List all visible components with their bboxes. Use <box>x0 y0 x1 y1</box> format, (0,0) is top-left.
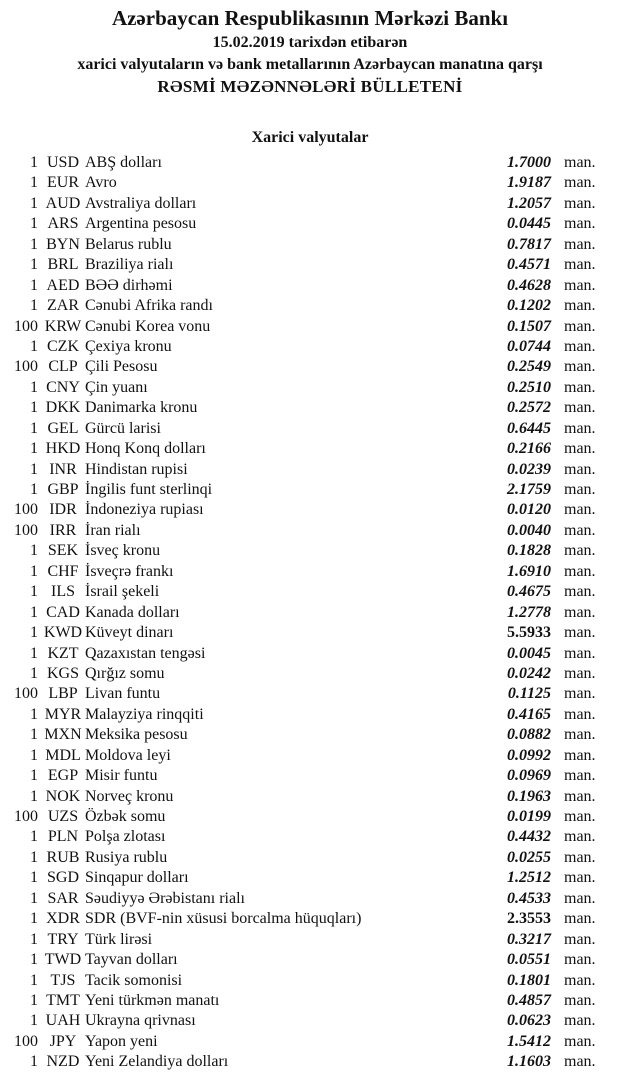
rate-quantity: 100 <box>14 317 38 335</box>
rate-value: 0.0242 <box>507 664 551 682</box>
rate-value: 0.0623 <box>507 1012 551 1030</box>
rate-unit: man. <box>564 399 596 417</box>
rate-row <box>0 541 620 561</box>
currency-code: ZAR <box>47 297 79 315</box>
rate-quantity: 1 <box>30 256 38 274</box>
rate-row <box>0 357 620 377</box>
rate-row <box>0 603 620 623</box>
currency-name: Livan funtu <box>85 685 161 703</box>
rate-row <box>0 214 620 234</box>
rate-row <box>0 1032 620 1052</box>
currency-name: Yeni türkmən manatı <box>85 991 220 1009</box>
rate-unit: man. <box>564 767 596 785</box>
currency-code: GBP <box>47 481 79 498</box>
rate-value: 2.3553 <box>507 910 551 928</box>
rate-value: 0.0199 <box>507 808 551 825</box>
currency-code: CZK <box>47 337 79 355</box>
rate-row <box>0 480 620 500</box>
currency-name: Braziliya rialı <box>85 256 174 274</box>
rate-unit: man. <box>564 787 596 805</box>
currency-name: Argentina pesosu <box>85 215 197 233</box>
rate-value: 0.6445 <box>507 419 551 437</box>
rate-value: 0.1125 <box>507 685 551 703</box>
rate-value: 0.0992 <box>507 746 551 764</box>
currency-name: Qazaxıstan tengəsi <box>85 644 206 662</box>
rate-unit: man. <box>564 991 596 1009</box>
rate-row <box>0 582 620 602</box>
rate-row <box>0 562 620 582</box>
rate-row <box>0 419 620 439</box>
rate-quantity: 1 <box>30 378 38 396</box>
rate-row <box>0 337 620 357</box>
currency-code: RUB <box>46 848 80 866</box>
rate-unit: man. <box>564 235 596 253</box>
rate-value: 1.9187 <box>507 174 551 192</box>
rate-value: 0.0255 <box>507 848 551 866</box>
rate-quantity: 1 <box>30 910 38 928</box>
rate-quantity: 1 <box>30 215 38 233</box>
currency-code: JPY <box>49 1032 77 1050</box>
currency-name: Ukrayna qrivnası <box>85 1012 196 1030</box>
currency-name: Belarus rublu <box>85 235 172 253</box>
rate-value: 0.1828 <box>507 542 551 560</box>
rate-value: 0.4165 <box>507 705 551 723</box>
rate-quantity: 1 <box>30 951 38 969</box>
effective-date-line: 15.02.2019 tarixdən etibarən <box>212 34 408 51</box>
rate-row <box>0 194 620 214</box>
currency-code: LBP <box>48 685 78 703</box>
rate-value: 0.4675 <box>507 583 551 601</box>
rate-quantity: 1 <box>30 930 38 948</box>
currency-name: Özbək somu <box>85 808 166 825</box>
rate-row <box>0 500 620 520</box>
rate-quantity: 1 <box>30 440 38 458</box>
currency-code: TWD <box>44 951 82 969</box>
rate-value: 0.2549 <box>507 358 551 376</box>
rate-unit: man. <box>564 358 596 376</box>
rate-quantity: 1 <box>30 644 38 662</box>
currency-code: SAR <box>47 889 79 907</box>
rate-quantity: 1 <box>30 235 38 253</box>
rate-row <box>0 644 620 664</box>
currency-code: SGD <box>46 869 79 887</box>
currency-name: İran rialı <box>85 521 141 539</box>
rate-value: 0.7817 <box>507 235 551 253</box>
currency-name: İsveçrə frankı <box>85 562 174 580</box>
currency-code: MYR <box>44 705 82 723</box>
currency-code: NOK <box>45 787 81 805</box>
bank-title: Azərbaycan Respublikasının Mərkəzi Bankı <box>111 6 509 30</box>
section-title-foreign-currencies: Xarici valyutalar <box>251 129 369 146</box>
rate-value: 5.5933 <box>507 624 551 642</box>
rate-unit: man. <box>564 869 596 887</box>
rate-row <box>0 868 620 888</box>
rate-row <box>0 971 620 991</box>
rate-row <box>0 991 620 1011</box>
rate-row <box>0 950 620 970</box>
rate-unit: man. <box>564 726 596 744</box>
currency-name: Yeni Zelandiya dolları <box>85 1053 229 1071</box>
currency-name: İsveç kronu <box>85 542 161 560</box>
currency-code: HKD <box>45 440 81 458</box>
rate-unit: man. <box>564 440 596 458</box>
rate-unit: man. <box>564 297 596 315</box>
rate-value: 0.0551 <box>507 951 551 969</box>
rate-quantity: 100 <box>14 1032 38 1050</box>
rate-unit: man. <box>564 317 596 335</box>
currency-code: GEL <box>47 419 79 437</box>
currency-code: DKK <box>45 399 81 417</box>
rates-table <box>0 153 620 1073</box>
currency-code: PLN <box>47 828 79 846</box>
rate-quantity: 1 <box>30 419 38 437</box>
currency-name: Hindistan rupisi <box>85 460 188 478</box>
currency-name: Çexiya kronu <box>85 337 172 355</box>
rate-unit: man. <box>564 848 596 866</box>
rate-unit: man. <box>564 521 596 539</box>
currency-name: Misir funtu <box>85 767 158 785</box>
rate-row <box>0 684 620 704</box>
rate-row <box>0 766 620 786</box>
currency-name: Moldova leyi <box>85 746 171 764</box>
rate-unit: man. <box>564 1053 596 1071</box>
currency-code: SEK <box>47 542 79 560</box>
currency-code: CNY <box>46 378 80 396</box>
currency-code: CLP <box>48 358 78 376</box>
rate-quantity: 1 <box>30 848 38 866</box>
currency-name: Honq Konq dolları <box>85 440 206 458</box>
rate-row <box>0 623 620 643</box>
bulletin-header <box>0 0 620 98</box>
rate-value: 0.2166 <box>507 440 551 458</box>
currency-code: AED <box>46 276 80 294</box>
rate-row <box>0 930 620 950</box>
rate-unit: man. <box>564 930 596 948</box>
rate-row <box>0 235 620 255</box>
rate-unit: man. <box>564 583 596 601</box>
rate-unit: man. <box>564 889 596 907</box>
rate-row <box>0 1011 620 1031</box>
currency-code: IRR <box>49 521 77 539</box>
rate-quantity: 1 <box>30 869 38 887</box>
rate-row <box>0 439 620 459</box>
rate-unit: man. <box>564 664 596 682</box>
rate-quantity: 1 <box>30 889 38 907</box>
rate-row <box>0 276 620 296</box>
currency-name: Çin yuanı <box>85 378 148 396</box>
currency-code: TJS <box>50 971 76 989</box>
rate-quantity: 1 <box>30 460 38 478</box>
rate-value: 1.6910 <box>507 562 551 580</box>
currency-name: Tacik somonisi <box>85 971 183 989</box>
rate-value: 0.4628 <box>507 276 551 294</box>
currency-name: Rusiya rublu <box>85 848 168 866</box>
rate-quantity: 1 <box>30 194 38 212</box>
currency-name: ABŞ dolları <box>85 154 162 171</box>
rate-quantity: 1 <box>30 603 38 621</box>
rate-row <box>0 153 620 173</box>
currency-name: Türk lirəsi <box>85 930 153 948</box>
rate-unit: man. <box>564 174 596 192</box>
rate-row <box>0 460 620 480</box>
rate-unit: man. <box>564 828 596 846</box>
currency-code: KZT <box>47 644 79 662</box>
rate-value: 0.4571 <box>507 256 551 274</box>
rate-quantity: 1 <box>30 828 38 846</box>
currency-name: Cənubi Korea vonu <box>85 317 211 335</box>
currency-name: Danimarka kronu <box>85 399 198 417</box>
currency-code: BYN <box>46 235 80 253</box>
currency-name: Kanada dolları <box>85 603 180 621</box>
currency-name: İngilis funt sterlinqi <box>85 481 213 498</box>
rate-quantity: 1 <box>30 154 38 171</box>
rate-row <box>0 827 620 847</box>
rate-unit: man. <box>564 603 596 621</box>
rate-quantity: 1 <box>30 991 38 1009</box>
rate-quantity: 1 <box>30 481 38 498</box>
rate-row <box>0 909 620 929</box>
currency-code: UZS <box>47 808 79 825</box>
rate-unit: man. <box>564 194 596 212</box>
rate-row <box>0 378 620 398</box>
rate-quantity: 1 <box>30 1053 38 1071</box>
currency-name: SDR (BVF-nin xüsusi borcalma hüquqları) <box>85 910 362 928</box>
rate-quantity: 1 <box>30 399 38 417</box>
rate-unit: man. <box>564 624 596 642</box>
rate-quantity: 1 <box>30 337 38 355</box>
currency-name: Çili Pesosu <box>85 358 158 376</box>
currency-code: BRL <box>47 256 79 274</box>
currency-code: KWD <box>43 624 83 642</box>
rate-unit: man. <box>564 154 596 171</box>
rate-quantity: 100 <box>14 358 38 376</box>
rate-row <box>0 889 620 909</box>
rate-value: 0.0040 <box>507 521 551 539</box>
currency-code: EUR <box>47 174 79 192</box>
rate-quantity: 1 <box>30 726 38 744</box>
rate-value: 0.3217 <box>507 930 551 948</box>
currency-name: Malayziya rinqqiti <box>85 705 204 723</box>
rate-value: 1.7000 <box>507 154 551 171</box>
rate-row <box>0 317 620 337</box>
rate-quantity: 100 <box>14 501 38 519</box>
rate-unit: man. <box>564 705 596 723</box>
rate-unit: man. <box>564 337 596 355</box>
currency-name: Gürcü larisi <box>85 419 161 437</box>
rate-row <box>0 296 620 316</box>
rate-quantity: 1 <box>30 297 38 315</box>
currency-code: AUD <box>45 194 81 212</box>
currency-code: CHF <box>47 562 79 580</box>
rate-value: 0.0969 <box>507 767 551 785</box>
rate-quantity: 1 <box>30 705 38 723</box>
rate-quantity: 1 <box>30 746 38 764</box>
rate-value: 0.2572 <box>507 399 551 417</box>
currency-name: Küveyt dinarı <box>85 624 174 642</box>
rate-quantity: 1 <box>30 583 38 601</box>
rate-unit: man. <box>564 542 596 560</box>
rate-unit: man. <box>564 460 596 478</box>
currency-name: Səudiyyə Ərəbistanı rialı <box>85 889 245 907</box>
rate-quantity: 1 <box>30 767 38 785</box>
currency-code: MDL <box>45 746 81 764</box>
rate-value: 0.4857 <box>507 991 551 1009</box>
rate-value: 0.1801 <box>507 971 551 989</box>
rate-unit: man. <box>564 746 596 764</box>
rate-unit: man. <box>564 951 596 969</box>
rate-row <box>0 807 620 827</box>
currency-name: Tayvan dolları <box>85 951 178 969</box>
bulletin-name: RƏSMİ MƏZƏNNƏLƏRİ BÜLLETENİ <box>157 77 463 96</box>
rate-unit: man. <box>564 685 596 703</box>
currency-name: İndoneziya rupiası <box>85 501 204 519</box>
rate-unit: man. <box>564 910 596 928</box>
currency-name: Cənubi Afrika randı <box>85 297 213 315</box>
rate-quantity: 100 <box>14 521 38 539</box>
rate-row <box>0 787 620 807</box>
rate-row <box>0 255 620 275</box>
rate-row <box>0 173 620 193</box>
rate-unit: man. <box>564 971 596 989</box>
rate-unit: man. <box>564 276 596 294</box>
rate-quantity: 100 <box>14 685 38 703</box>
rate-value: 0.1507 <box>507 317 551 335</box>
rate-row <box>0 521 620 541</box>
rate-value: 0.1963 <box>507 787 551 805</box>
rate-unit: man. <box>564 808 596 825</box>
rate-value: 0.1202 <box>507 297 551 315</box>
rate-unit: man. <box>564 501 596 519</box>
rate-row <box>0 398 620 418</box>
currency-name: Qırğız somu <box>85 664 165 682</box>
rate-unit: man. <box>564 1012 596 1030</box>
bulletin-subtitle: xarici valyutaların və bank metallarının Azərbaycan manatına qarşı <box>77 56 543 73</box>
rate-row <box>0 664 620 684</box>
currency-code: MXN <box>44 726 82 744</box>
rate-value: 0.0882 <box>507 726 551 744</box>
rate-row <box>0 848 620 868</box>
rate-quantity: 1 <box>30 174 38 192</box>
currency-name: Polşa zlotası <box>85 828 166 846</box>
currency-code: INR <box>49 460 77 478</box>
rate-quantity: 1 <box>30 787 38 805</box>
rate-value: 2.1759 <box>507 481 551 498</box>
rate-value: 0.0744 <box>507 337 551 355</box>
rate-value: 0.4533 <box>507 889 551 907</box>
currency-code: XDR <box>46 910 80 928</box>
rate-value: 0.0045 <box>507 644 551 662</box>
currency-name: BƏƏ dirhəmi <box>85 276 173 294</box>
rate-value: 0.2510 <box>507 378 551 396</box>
currency-code: USD <box>46 154 79 171</box>
rate-value: 1.1603 <box>507 1053 551 1071</box>
currency-name: Sinqapur dolları <box>85 869 189 887</box>
rate-unit: man. <box>564 1032 596 1050</box>
currency-code: ILS <box>51 583 75 601</box>
currency-code: IDR <box>49 501 77 519</box>
rate-quantity: 1 <box>30 971 38 989</box>
rate-unit: man. <box>564 419 596 437</box>
rate-value: 1.2057 <box>507 194 551 212</box>
currency-code: TRY <box>47 930 79 948</box>
rate-value: 0.4432 <box>507 828 551 846</box>
rate-quantity: 1 <box>30 276 38 294</box>
rate-unit: man. <box>564 562 596 580</box>
currency-name: Avro <box>85 174 117 192</box>
rate-quantity: 1 <box>30 562 38 580</box>
currency-name: İsrail şekeli <box>85 583 160 601</box>
currency-name: Avstraliya dolları <box>85 194 197 212</box>
rate-value: 0.0445 <box>507 215 551 233</box>
rate-unit: man. <box>564 256 596 274</box>
currency-code: CAD <box>46 603 80 621</box>
rate-row <box>0 1052 620 1072</box>
rate-quantity: 1 <box>30 664 38 682</box>
rate-unit: man. <box>564 378 596 396</box>
rate-row <box>0 725 620 745</box>
rate-unit: man. <box>564 481 596 498</box>
rate-unit: man. <box>564 644 596 662</box>
currency-name: Meksika pesosu <box>85 726 188 744</box>
rate-row <box>0 705 620 725</box>
rate-quantity: 1 <box>30 1012 38 1030</box>
currency-code: KRW <box>44 317 82 335</box>
currency-code: KGS <box>46 664 79 682</box>
currency-code: ARS <box>47 215 79 233</box>
rate-quantity: 1 <box>30 624 38 642</box>
rate-quantity: 100 <box>14 808 38 825</box>
currency-code: UAH <box>45 1012 81 1030</box>
rate-value: 0.0239 <box>507 460 551 478</box>
rate-value: 0.0120 <box>507 501 551 519</box>
rate-quantity: 1 <box>30 542 38 560</box>
rate-value: 1.2778 <box>507 603 551 621</box>
rate-unit: man. <box>564 215 596 233</box>
rate-value: 1.5412 <box>507 1032 551 1050</box>
rate-row <box>0 746 620 766</box>
currency-name: Norveç kronu <box>85 787 174 805</box>
currency-code: EGP <box>47 767 79 785</box>
currency-name: Yapon yeni <box>85 1032 158 1050</box>
currency-code: NZD <box>46 1053 80 1071</box>
currency-code: TMT <box>46 991 80 1009</box>
rate-value: 1.2512 <box>507 869 551 887</box>
